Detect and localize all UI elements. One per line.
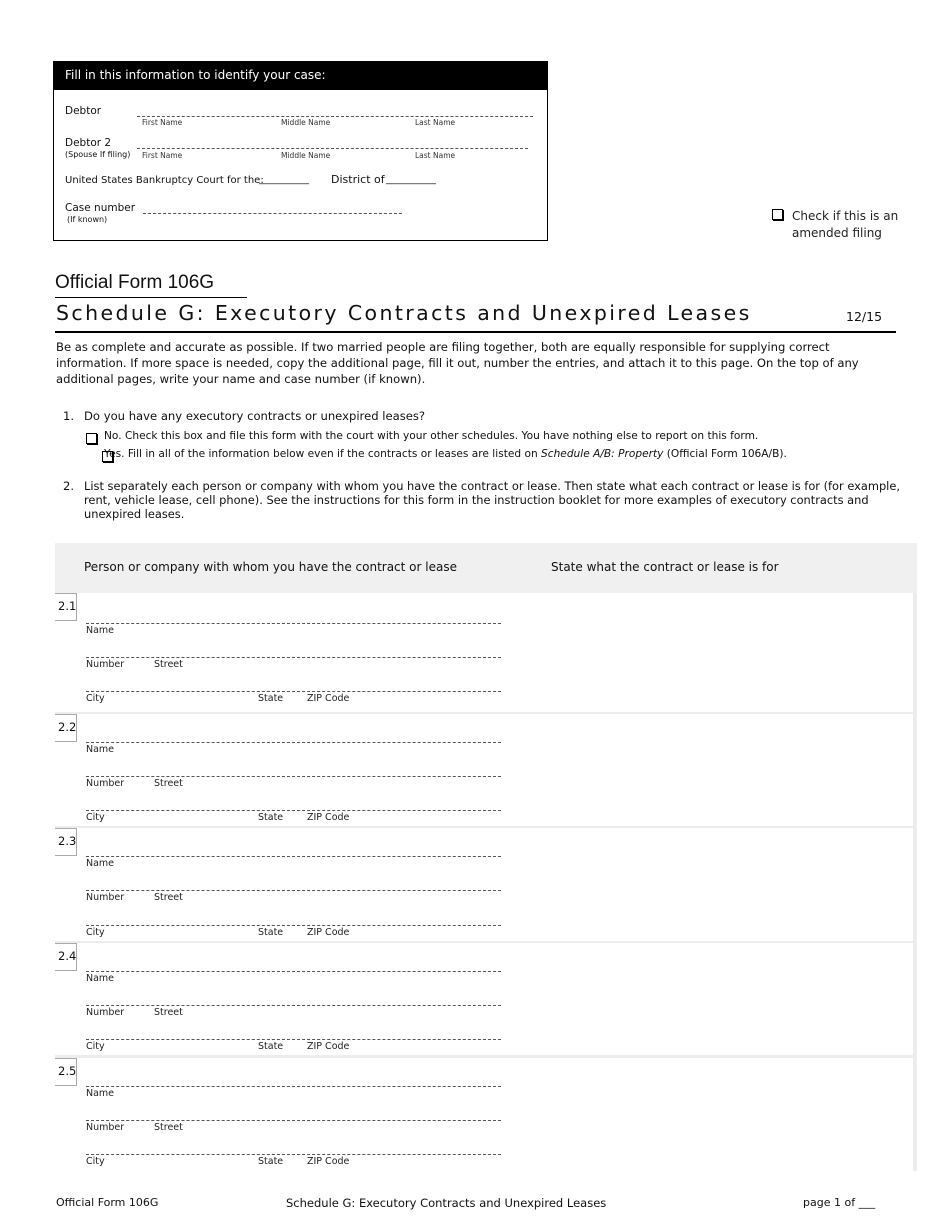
- city-caption: City: [86, 927, 105, 938]
- state-caption: State: [258, 1041, 284, 1052]
- city-state-zip-field[interactable]: [86, 1039, 501, 1040]
- name-field[interactable]: [86, 856, 501, 857]
- number-caption: Number: [86, 892, 125, 903]
- name-caption: Name: [86, 858, 115, 869]
- zip-caption: ZIP Code: [307, 693, 350, 704]
- city-state-zip-field[interactable]: [86, 691, 501, 692]
- debtor-name-field[interactable]: [137, 116, 533, 117]
- street-caption: Street: [154, 892, 183, 903]
- entry-number: 2.4: [55, 943, 77, 971]
- amended-line2: amended filing: [792, 226, 882, 240]
- amended-checkbox[interactable]: [772, 209, 783, 220]
- q1-number: 1.: [63, 409, 75, 423]
- state-caption: State: [258, 1156, 284, 1167]
- city-state-zip-field[interactable]: [86, 925, 501, 926]
- number-caption: Number: [86, 778, 125, 789]
- name-caption: Name: [86, 744, 115, 755]
- name-field[interactable]: [86, 623, 501, 624]
- name-caption: Name: [86, 625, 115, 636]
- city-caption: City: [86, 693, 105, 704]
- zip-caption: ZIP Code: [307, 927, 350, 938]
- district-label: District of: [331, 173, 385, 186]
- q1-yes-text-a: Yes. Fill in all of the information below even if the contracts or leases are listed on: [104, 448, 542, 460]
- court-label: United States Bankruptcy Court for the:: [65, 175, 264, 186]
- form-title: Schedule G: Executory Contracts and Unexpired Leases: [56, 301, 752, 325]
- name-field[interactable]: [86, 742, 501, 743]
- q1-no-label: No. Check this box and file this form with the court with your other schedules. You have nothing else to report on this form.: [104, 430, 759, 442]
- col-person-company: Person or company with whom you have the contract or lease: [84, 560, 457, 574]
- debtor-last-name-caption: Last Name: [415, 118, 456, 127]
- number-caption: Number: [86, 659, 125, 670]
- state-caption: State: [258, 927, 284, 938]
- zip-caption: ZIP Code: [307, 1156, 350, 1167]
- debtor2-first-name-caption: First Name: [142, 151, 183, 160]
- street-caption: Street: [154, 778, 183, 789]
- q1-yes-schedule-ab: Schedule A/B: Property: [541, 448, 664, 460]
- contract-entry: [55, 943, 913, 1055]
- contract-entry: [55, 1058, 913, 1171]
- q1-yes-text-b: (Official Form 106A/B).: [663, 448, 787, 460]
- footer-title: Schedule G: Executory Contracts and Unexpired Leases: [286, 1196, 607, 1210]
- case-number-field[interactable]: [143, 213, 402, 214]
- contract-entry: [55, 593, 913, 712]
- zip-caption: ZIP Code: [307, 1041, 350, 1052]
- city-state-zip-field[interactable]: [86, 810, 501, 811]
- debtor2-label: Debtor 2: [65, 137, 112, 149]
- q1-no-checkbox[interactable]: [86, 433, 97, 444]
- q2-text: List separately each person or company with whom you have the contract or lease. Then state what each contract or lease is for (for example, rent, vehicle lease, cell phone). See the instructions for this form in the instruction booklet for more examples of executory contracts and unexpired leases.: [84, 479, 900, 521]
- q1-yes-label: [104, 448, 787, 460]
- debtor2-middle-name-caption: Middle Name: [281, 151, 331, 160]
- entry-number: 2.2: [55, 714, 77, 742]
- number-caption: Number: [86, 1007, 125, 1018]
- intro-paragraph: Be as complete and accurate as possible. If two married people are filing together, both are equally responsible for supplying correct information. If more space is needed, copy the additional page, fill it out, number the entries, and attach it to this page. On the top of any additional pages, write your name and case number (if known).: [56, 340, 859, 386]
- number-caption: Number: [86, 1122, 125, 1133]
- entry-number: 2.1: [55, 593, 77, 621]
- address-field[interactable]: [86, 776, 501, 777]
- case-number-label: Case number: [65, 202, 136, 214]
- street-caption: Street: [154, 659, 183, 670]
- city-caption: City: [86, 812, 105, 823]
- debtor-label: Debtor: [65, 105, 102, 117]
- street-caption: Street: [154, 1122, 183, 1133]
- case-number-note: (If known): [67, 215, 108, 224]
- q2-number: 2.: [63, 479, 75, 493]
- address-field[interactable]: [86, 657, 501, 658]
- debtor2-note: (Spouse If filing): [65, 150, 131, 159]
- case-identification-box: [53, 61, 548, 241]
- entry-number: 2.5: [55, 1058, 77, 1086]
- contracts-table-body: [55, 593, 917, 1171]
- court-field[interactable]: __________: [259, 174, 309, 185]
- address-field[interactable]: [86, 1005, 501, 1006]
- contract-entry: [55, 828, 913, 941]
- entry-number: 2.3: [55, 828, 77, 856]
- street-caption: Street: [154, 1007, 183, 1018]
- district-field[interactable]: __________: [386, 174, 436, 185]
- form-number-underline: [55, 297, 247, 298]
- address-field[interactable]: [86, 890, 501, 891]
- city-state-zip-field[interactable]: [86, 1154, 501, 1155]
- q1-text: Do you have any executory contracts or unexpired leases?: [84, 409, 426, 423]
- address-field[interactable]: [86, 1120, 501, 1121]
- debtor2-name-field[interactable]: [137, 148, 528, 149]
- state-caption: State: [258, 812, 284, 823]
- contracts-table-header: [55, 543, 917, 593]
- name-caption: Name: [86, 973, 115, 984]
- debtor-first-name-caption: First Name: [142, 118, 183, 127]
- footer-page: page 1 of ___: [803, 1196, 876, 1209]
- form-version: 12/15: [846, 309, 883, 324]
- case-box-header: Fill in this information to identify your case:: [54, 62, 547, 90]
- footer-form-number: Official Form 106G: [56, 1196, 159, 1209]
- form-number: Official Form 106G: [55, 272, 215, 293]
- state-caption: State: [258, 693, 284, 704]
- debtor2-last-name-caption: Last Name: [415, 151, 456, 160]
- name-caption: Name: [86, 1088, 115, 1099]
- city-caption: City: [86, 1156, 105, 1167]
- name-field[interactable]: [86, 971, 501, 972]
- debtor-middle-name-caption: Middle Name: [281, 118, 331, 127]
- col-contract-purpose: State what the contract or lease is for: [551, 560, 779, 574]
- amended-line1: Check if this is an: [792, 209, 899, 223]
- title-rule: [55, 331, 896, 333]
- city-caption: City: [86, 1041, 105, 1052]
- name-field[interactable]: [86, 1086, 501, 1087]
- contract-entry: [55, 714, 913, 826]
- zip-caption: ZIP Code: [307, 812, 350, 823]
